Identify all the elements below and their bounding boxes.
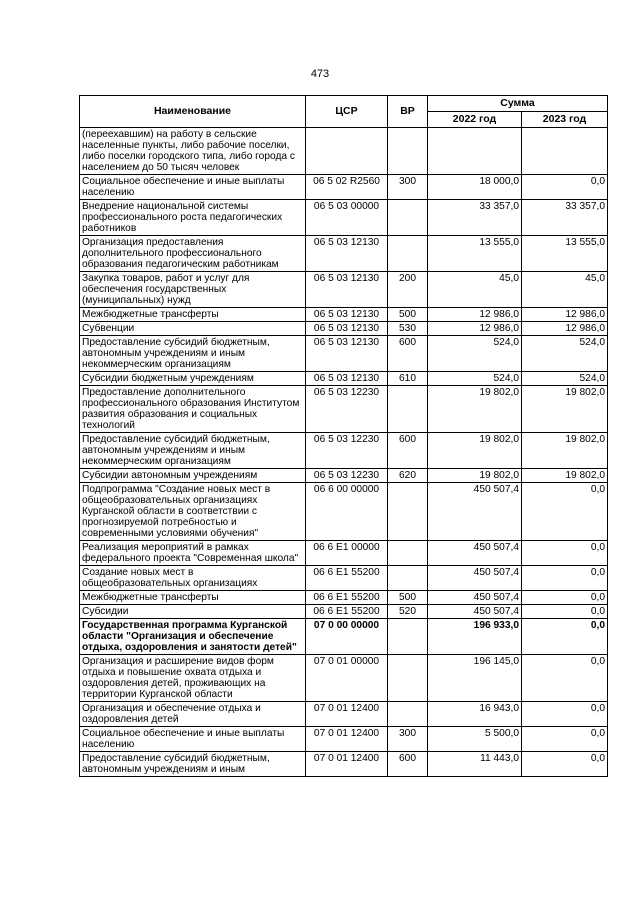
cell-csr: 07 0 00 00000 [306,619,388,655]
cell-csr: 06 5 03 12230 [306,469,388,483]
cell-2022: 11 443,0 [428,752,522,777]
table-row [80,752,608,777]
cell-vr: 500 [388,591,428,605]
cell-csr: 06 6 00 00000 [306,483,388,541]
cell-2023: 45,0 [522,272,608,308]
cell-vr: 300 [388,175,428,200]
table-row [80,386,608,433]
cell-2022: 450 507,4 [428,591,522,605]
table-row [80,372,608,386]
cell-2022: 12 986,0 [428,308,522,322]
cell-2023: 0,0 [522,727,608,752]
table-row [80,483,608,541]
table-row [80,619,608,655]
table-row [80,541,608,566]
cell-vr [388,702,428,727]
table-row [80,308,608,322]
cell-name: Социальное обеспечение и иные выплаты населению [80,175,306,200]
cell-name: (переехавшим) на работу в сельские населенные пункты, либо рабочие поселки, либо поселки городского типа, либо города с населением до 50 тысяч человек [80,128,306,175]
table-row [80,272,608,308]
cell-name: Субсидии [80,605,306,619]
cell-name: Субсидии бюджетным учреждениям [80,372,306,386]
cell-csr: 06 5 03 00000 [306,200,388,236]
cell-csr: 06 5 03 12130 [306,336,388,372]
cell-2022: 450 507,4 [428,541,522,566]
cell-name: Организация и расширение видов форм отдыха и повышение охвата отдыха и оздоровления детей, проживающих на территории Курганской области [80,655,306,702]
table-row [80,469,608,483]
cell-csr: 06 6 E1 00000 [306,541,388,566]
page-number: 473 [310,68,330,80]
header-sum: Сумма [428,96,608,112]
cell-name: Государственная программа Курганской области "Организация и обеспечение отдыха, оздоровления и занятости детей" [80,619,306,655]
cell-2022: 524,0 [428,336,522,372]
cell-csr: 06 5 03 12230 [306,433,388,469]
table-row [80,566,608,591]
table-row [80,605,608,619]
table-row [80,200,608,236]
cell-2023: 0,0 [522,566,608,591]
cell-2022 [428,128,522,175]
cell-name: Предоставление субсидий бюджетным, автономным учреждениям и иным некоммерческим организациям [80,433,306,469]
cell-2023: 0,0 [522,752,608,777]
cell-2022: 450 507,4 [428,483,522,541]
cell-name: Предоставление субсидий бюджетным, автономным учреждениям и иным некоммерческим организациям [80,336,306,372]
table-body [80,128,608,777]
cell-name: Межбюджетные трансферты [80,591,306,605]
header-csr: ЦСР [306,96,388,128]
cell-2023: 0,0 [522,483,608,541]
cell-csr: 06 6 E1 55200 [306,591,388,605]
cell-csr: 06 5 03 12130 [306,322,388,336]
cell-2022: 18 000,0 [428,175,522,200]
cell-2022: 196 933,0 [428,619,522,655]
header-2023: 2023 год [522,112,608,128]
cell-2023: 524,0 [522,372,608,386]
cell-2023 [522,128,608,175]
cell-csr: 06 6 E1 55200 [306,566,388,591]
cell-2023: 19 802,0 [522,386,608,433]
cell-vr [388,236,428,272]
cell-name: Реализация мероприятий в рамках федерального проекта "Современная школа" [80,541,306,566]
budget-table [79,95,608,777]
table-row [80,702,608,727]
cell-csr: 06 5 03 12230 [306,386,388,433]
cell-2023: 0,0 [522,541,608,566]
cell-csr: 06 5 02 R2560 [306,175,388,200]
cell-name: Предоставление субсидий бюджетным, автономным учреждениям и иным [80,752,306,777]
cell-2023: 19 802,0 [522,433,608,469]
cell-vr: 500 [388,308,428,322]
table-row [80,175,608,200]
table-row [80,236,608,272]
cell-vr: 610 [388,372,428,386]
cell-name: Закупка товаров, работ и услуг для обеспечения государственных (муниципальных) нужд [80,272,306,308]
cell-csr: 07 0 01 00000 [306,655,388,702]
cell-csr: 06 5 03 12130 [306,236,388,272]
cell-vr: 200 [388,272,428,308]
cell-2023: 12 986,0 [522,308,608,322]
cell-2022: 33 357,0 [428,200,522,236]
table-header [80,96,608,128]
cell-2023: 12 986,0 [522,322,608,336]
cell-2022: 19 802,0 [428,469,522,483]
cell-csr: 06 5 03 12130 [306,308,388,322]
cell-vr: 530 [388,322,428,336]
cell-csr: 06 5 03 12130 [306,372,388,386]
cell-2023: 33 357,0 [522,200,608,236]
cell-2022: 45,0 [428,272,522,308]
table-row [80,727,608,752]
cell-vr [388,655,428,702]
cell-2023: 0,0 [522,175,608,200]
header-name: Наименование [80,96,306,128]
cell-name: Подпрограмма "Создание новых мест в общеобразовательных организациях Курганской области в соответствии с прогнозируемой потребностью и современными условиями обучения" [80,483,306,541]
cell-2022: 196 145,0 [428,655,522,702]
cell-name: Организация и обеспечение отдыха и оздоровления детей [80,702,306,727]
cell-vr [388,483,428,541]
cell-csr: 06 5 03 12130 [306,272,388,308]
cell-2023: 19 802,0 [522,469,608,483]
cell-2022: 12 986,0 [428,322,522,336]
header-2022: 2022 год [428,112,522,128]
cell-vr: 600 [388,752,428,777]
cell-2023: 0,0 [522,655,608,702]
cell-2022: 524,0 [428,372,522,386]
cell-name: Внедрение национальной системы профессионального роста педагогических работников [80,200,306,236]
cell-2022: 13 555,0 [428,236,522,272]
cell-vr [388,566,428,591]
table-row [80,591,608,605]
table-row [80,336,608,372]
table-row [80,322,608,336]
header-vr: ВР [388,96,428,128]
cell-csr: 07 0 01 12400 [306,702,388,727]
cell-2023: 0,0 [522,591,608,605]
cell-csr: 07 0 01 12400 [306,752,388,777]
cell-vr: 600 [388,433,428,469]
cell-2023: 0,0 [522,605,608,619]
cell-vr: 620 [388,469,428,483]
cell-vr [388,619,428,655]
cell-2022: 450 507,4 [428,605,522,619]
cell-2022: 19 802,0 [428,386,522,433]
cell-2023: 13 555,0 [522,236,608,272]
cell-vr [388,128,428,175]
cell-2023: 524,0 [522,336,608,372]
cell-2022: 16 943,0 [428,702,522,727]
cell-name: Социальное обеспечение и иные выплаты населению [80,727,306,752]
cell-2022: 5 500,0 [428,727,522,752]
cell-2023: 0,0 [522,702,608,727]
cell-vr [388,386,428,433]
cell-name: Организация предоставления дополнительного профессионального образования педагогическим работникам [80,236,306,272]
table-row [80,655,608,702]
cell-name: Межбюджетные трансферты [80,308,306,322]
table-row [80,128,608,175]
cell-csr: 06 6 E1 55200 [306,605,388,619]
cell-2022: 450 507,4 [428,566,522,591]
table-row [80,433,608,469]
cell-name: Субвенции [80,322,306,336]
cell-2023: 0,0 [522,619,608,655]
cell-vr: 300 [388,727,428,752]
cell-vr [388,541,428,566]
cell-2022: 19 802,0 [428,433,522,469]
cell-name: Предоставление дополнительного профессионального образования Институтом развития образования и социальных технологий [80,386,306,433]
cell-vr: 600 [388,336,428,372]
cell-csr [306,128,388,175]
cell-vr [388,200,428,236]
cell-name: Субсидии автономным учреждениям [80,469,306,483]
cell-name: Создание новых мест в общеобразовательных организациях [80,566,306,591]
cell-csr: 07 0 01 12400 [306,727,388,752]
cell-vr: 520 [388,605,428,619]
